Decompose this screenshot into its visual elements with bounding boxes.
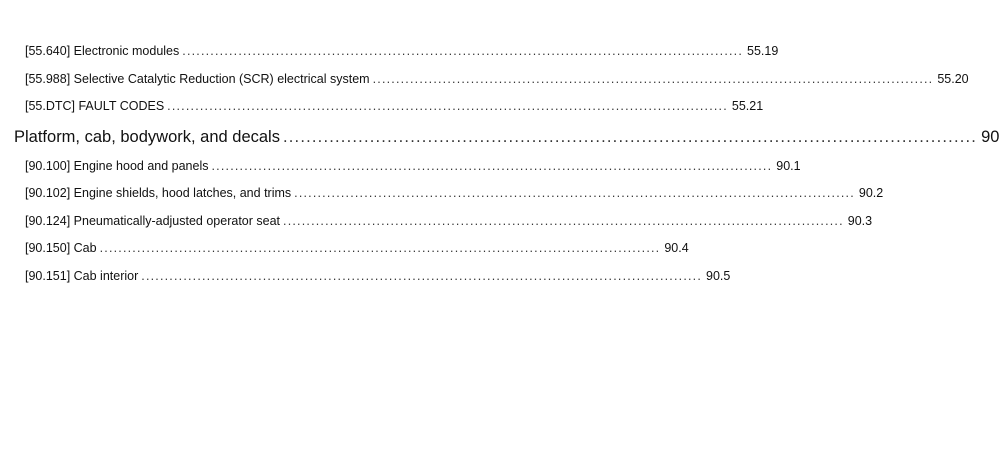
- dot-leader: ........................................................................................................................: [372, 72, 934, 86]
- toc-entry-title: [90.124] Pneumatically-adjusted operator seat: [25, 214, 281, 228]
- dot-leader: ........................................................................................................................: [182, 44, 744, 58]
- dot-leader: ........................................................................................................................: [167, 99, 728, 113]
- toc-entry-fault-codes[interactable]: [25, 98, 764, 114]
- toc-entry-title: [90.151] Cab interior: [25, 269, 139, 283]
- toc-entry-electronic-modules[interactable]: [25, 43, 779, 59]
- dot-leader: ........................................................................................................................: [141, 269, 703, 283]
- toc-entry-page: 55.20: [937, 72, 969, 86]
- toc-entry-page: 90.2: [858, 186, 884, 200]
- dot-leader: ........................................................................................................................: [294, 186, 855, 200]
- toc-entry-page: 55.19: [747, 44, 779, 58]
- toc-entry-engine-hood-panels[interactable]: [25, 158, 801, 174]
- dot-leader: ........................................................................................................................: [283, 214, 844, 228]
- toc-entry-page: 90.3: [847, 214, 873, 228]
- dot-leader: ........................................................................................................................: [282, 128, 978, 146]
- toc-entry-page: 90.4: [664, 241, 689, 255]
- toc-entry-cab-interior[interactable]: [25, 268, 731, 284]
- toc-entry-page: 55.21: [731, 99, 764, 113]
- toc-entry-page: 90.5: [706, 269, 731, 283]
- dot-leader: ........................................................................................................................: [99, 241, 661, 255]
- toc-entry-title: [55.DTC] FAULT CODES: [25, 99, 165, 113]
- toc-entry-page: 90.1: [776, 159, 801, 173]
- toc-entry-engine-shields[interactable]: [25, 185, 884, 201]
- toc-entry-title: [90.100] Engine hood and panels: [25, 159, 209, 173]
- toc-entry-scr-electrical-system[interactable]: [25, 71, 969, 87]
- toc-section-platform-cab-bodywork[interactable]: [14, 127, 999, 147]
- toc-entry-title: [90.150] Cab: [25, 241, 97, 255]
- toc-section-title: Platform, cab, bodywork, and decals: [14, 128, 280, 146]
- toc-entry-title: [55.640] Electronic modules: [25, 44, 180, 58]
- toc-section-page: 90: [981, 128, 999, 146]
- toc-entry-cab[interactable]: [25, 240, 689, 256]
- toc-entry-title: [90.102] Engine shields, hood latches, and trims: [25, 186, 292, 200]
- toc-entry-title: [55.988] Selective Catalytic Reduction (SCR) electrical system: [25, 72, 370, 86]
- dot-leader: ........................................................................................................................: [211, 159, 773, 173]
- toc-entry-operator-seat[interactable]: [25, 213, 873, 229]
